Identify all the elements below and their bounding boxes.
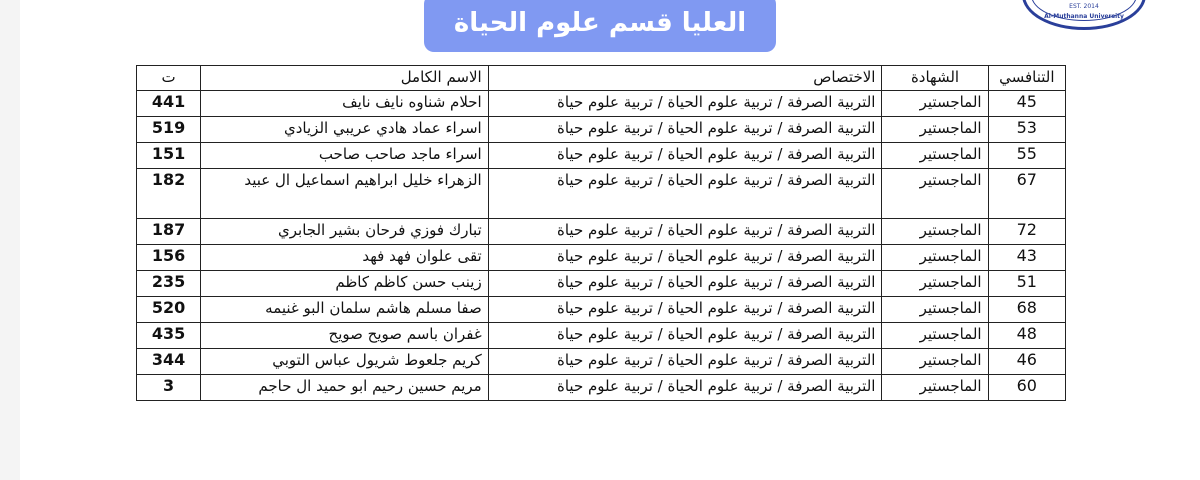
table-row xyxy=(137,169,1066,219)
table-row xyxy=(137,271,1066,297)
cell-specialization: التربية الصرفة / تربية علوم الحياة / تربية علوم حياة xyxy=(488,219,882,245)
header-full-name: الاسم الكامل xyxy=(201,66,489,91)
cell-specialization: التربية الصرفة / تربية علوم الحياة / تربية علوم حياة xyxy=(488,375,882,401)
table-row xyxy=(137,245,1066,271)
cell-specialization: التربية الصرفة / تربية علوم الحياة / تربية علوم حياة xyxy=(488,349,882,375)
cell-full-name: اسراء عماد هادي عريبي الزيادي xyxy=(201,117,489,143)
cell-degree: الماجستير xyxy=(882,143,988,169)
cell-rank: 72 xyxy=(988,219,1065,245)
cell-degree: الماجستير xyxy=(882,169,988,219)
cell-full-name: تقى علوان فهد فهد xyxy=(201,245,489,271)
cell-rank: 68 xyxy=(988,297,1065,323)
cell-serial: 344 xyxy=(137,349,201,375)
cell-full-name: اسراء ماجد صاحب صاحب xyxy=(201,143,489,169)
table-row xyxy=(137,297,1066,323)
cell-serial: 151 xyxy=(137,143,201,169)
cell-rank: 60 xyxy=(988,375,1065,401)
cell-serial: 520 xyxy=(137,297,201,323)
cell-rank: 48 xyxy=(988,323,1065,349)
cell-serial: 156 xyxy=(137,245,201,271)
logo-established-text: EST. 2014 xyxy=(1069,3,1099,10)
cell-full-name: غفران باسم صويح صويح xyxy=(201,323,489,349)
header-specialization: الاختصاص xyxy=(488,66,882,91)
cell-specialization: التربية الصرفة / تربية علوم الحياة / تربية علوم حياة xyxy=(488,91,882,117)
table-row xyxy=(137,219,1066,245)
cell-degree: الماجستير xyxy=(882,297,988,323)
header-rank: التنافسي xyxy=(988,66,1065,91)
page-title-banner xyxy=(424,0,776,52)
table-row xyxy=(137,323,1066,349)
logo-university-name: Al-Muthanna University xyxy=(1044,13,1124,20)
cell-specialization: التربية الصرفة / تربية علوم الحياة / تربية علوم حياة xyxy=(488,143,882,169)
cell-rank: 45 xyxy=(988,91,1065,117)
cell-serial: 441 xyxy=(137,91,201,117)
cell-serial: 3 xyxy=(137,375,201,401)
candidates-table xyxy=(136,65,1066,401)
cell-rank: 43 xyxy=(988,245,1065,271)
cell-full-name: كريم جلعوط شريول عباس التوبي xyxy=(201,349,489,375)
cell-serial: 182 xyxy=(137,169,201,219)
header-serial: ت xyxy=(137,66,201,91)
page-title: العليا قسم علوم الحياة xyxy=(453,8,747,38)
table-row xyxy=(137,91,1066,117)
cell-degree: الماجستير xyxy=(882,245,988,271)
cell-serial: 435 xyxy=(137,323,201,349)
table-row xyxy=(137,349,1066,375)
cell-specialization: التربية الصرفة / تربية علوم الحياة / تربية علوم حياة xyxy=(488,323,882,349)
cell-full-name: صفا مسلم هاشم سلمان البو غنيمه xyxy=(201,297,489,323)
cell-serial: 187 xyxy=(137,219,201,245)
cell-specialization: التربية الصرفة / تربية علوم الحياة / تربية علوم حياة xyxy=(488,117,882,143)
table-row xyxy=(137,375,1066,401)
cell-rank: 53 xyxy=(988,117,1065,143)
cell-specialization: التربية الصرفة / تربية علوم الحياة / تربية علوم حياة xyxy=(488,271,882,297)
cell-full-name: مريم حسين رحيم ابو حميد ال حاجم xyxy=(201,375,489,401)
cell-rank: 55 xyxy=(988,143,1065,169)
header-degree: الشهادة xyxy=(882,66,988,91)
table-row xyxy=(137,143,1066,169)
cell-degree: الماجستير xyxy=(882,349,988,375)
cell-degree: الماجستير xyxy=(882,219,988,245)
cell-rank: 67 xyxy=(988,169,1065,219)
cell-degree: الماجستير xyxy=(882,117,988,143)
table-row xyxy=(137,117,1066,143)
cell-degree: الماجستير xyxy=(882,375,988,401)
table-header-row xyxy=(137,66,1066,91)
cell-full-name: احلام شناوه نايف نايف xyxy=(201,91,489,117)
cell-rank: 51 xyxy=(988,271,1065,297)
cell-degree: الماجستير xyxy=(882,91,988,117)
cell-degree: الماجستير xyxy=(882,323,988,349)
cell-specialization: التربية الصرفة / تربية علوم الحياة / تربية علوم حياة xyxy=(488,169,882,219)
cell-serial: 519 xyxy=(137,117,201,143)
cell-rank: 46 xyxy=(988,349,1065,375)
cell-serial: 235 xyxy=(137,271,201,297)
cell-specialization: التربية الصرفة / تربية علوم الحياة / تربية علوم حياة xyxy=(488,245,882,271)
cell-full-name: زينب حسن كاظم كاظم xyxy=(201,271,489,297)
cell-specialization: التربية الصرفة / تربية علوم الحياة / تربية علوم حياة xyxy=(488,297,882,323)
cell-degree: الماجستير xyxy=(882,271,988,297)
cell-full-name: تبارك فوزي فرحان بشير الجابري xyxy=(201,219,489,245)
cell-full-name: الزهراء خليل ابراهيم اسماعيل ال عبيد xyxy=(201,169,489,219)
